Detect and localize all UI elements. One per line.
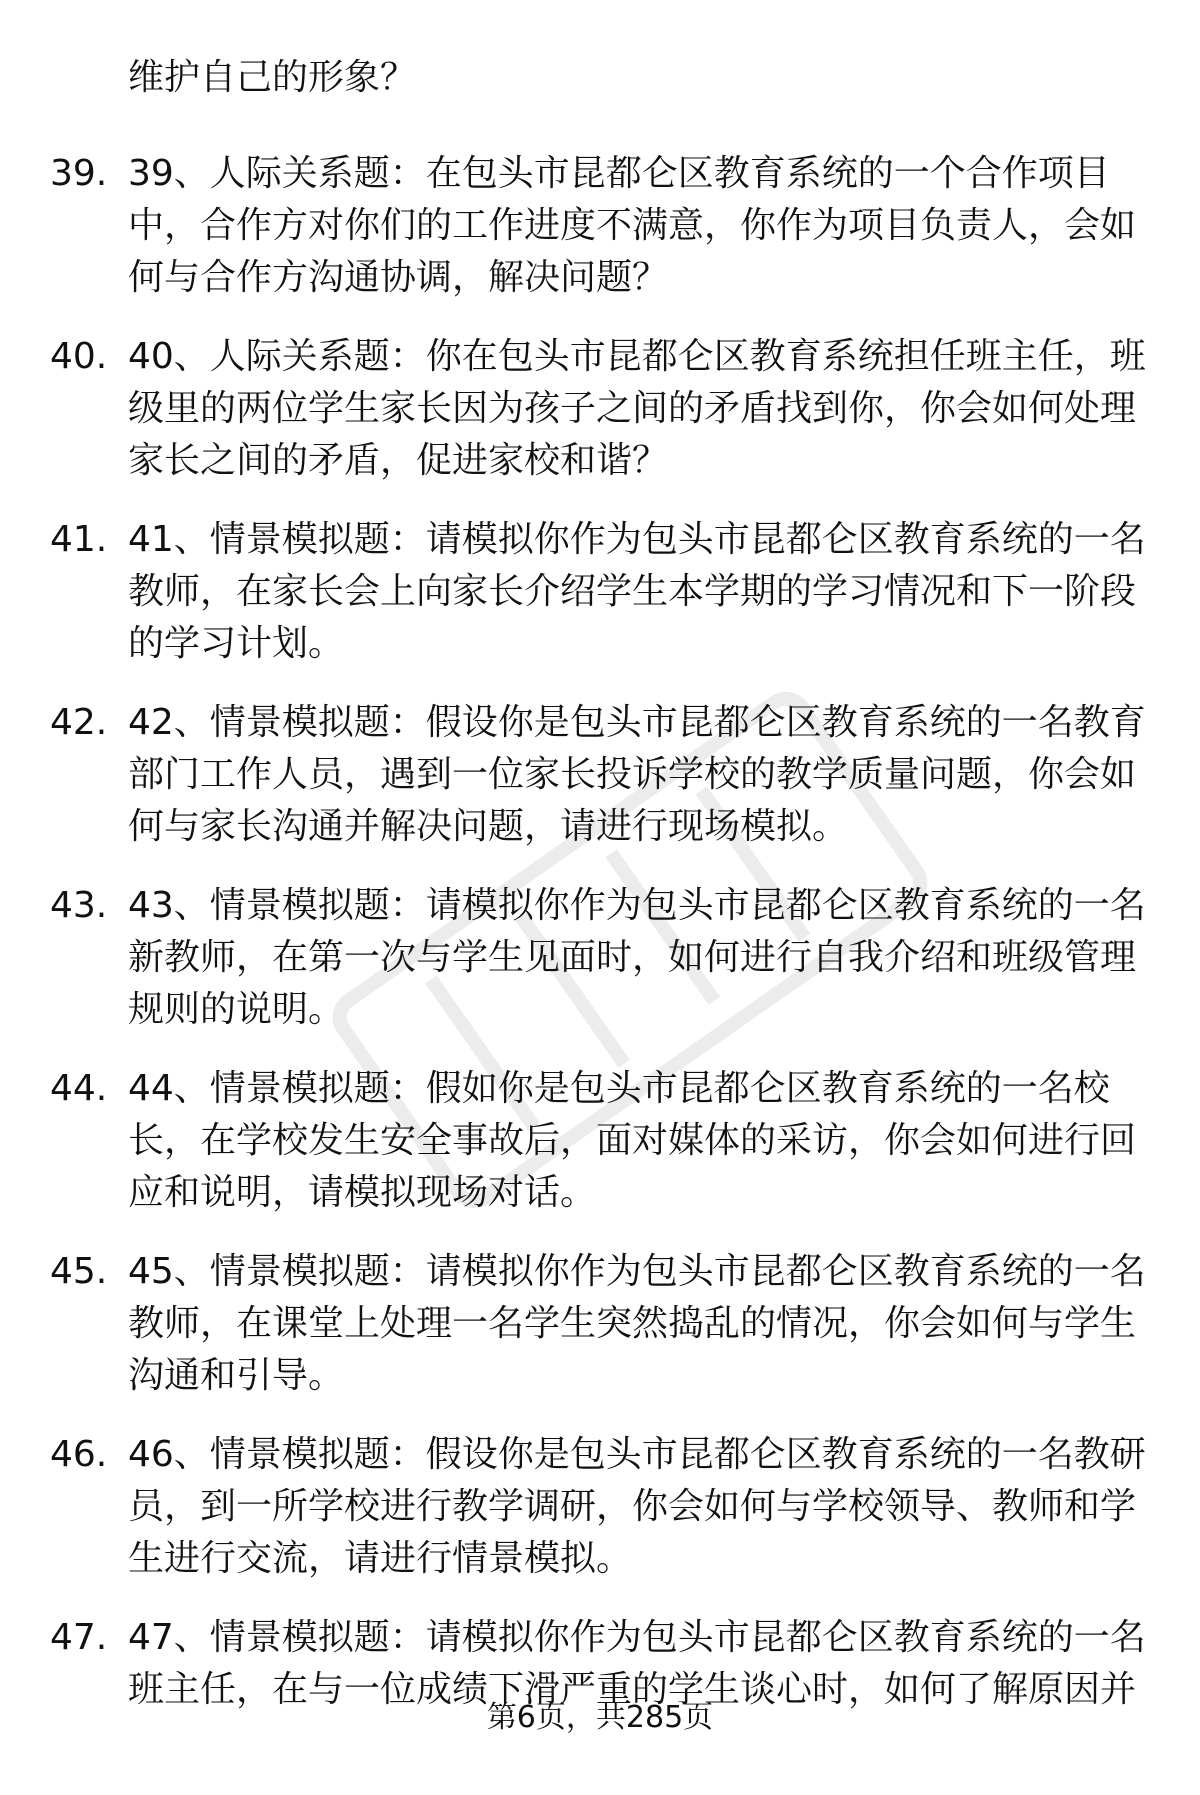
- question-text: 47、情景模拟题：请模拟你作为包头市昆都仑区教育系统的一名班主任，在与一位成绩下滑严重的学生谈心时，如何了解原因并: [128, 1617, 1146, 1710]
- question-number: 47.: [50, 1617, 108, 1658]
- question-text: 40、人际关系题：你在包头市昆都仑区教育系统担任班主任，班级里的两位学生家长因为孩子之间的矛盾找到你，你会如何处理家长之间的矛盾，促进家校和谐？: [128, 336, 1146, 481]
- question-number: 39.: [50, 153, 108, 194]
- question-item: [0, 1063, 1200, 1246]
- question-item: [0, 331, 1200, 514]
- question-item: [0, 1429, 1200, 1612]
- question-text: 46、情景模拟题：假设你是包头市昆都仑区教育系统的一名教研员，到一所学校进行教学调研，你会如何与学校领导、教师和学生进行交流，请进行情景模拟。: [128, 1434, 1146, 1579]
- question-item: [0, 148, 1200, 331]
- continuation-text: 维护自己的形象？: [128, 57, 417, 98]
- question-text: 41、情景模拟题：请模拟你作为包头市昆都仑区教育系统的一名教师，在家长会上向家长介绍学生本学期的学习情况和下一阶段的学习计划。: [128, 519, 1146, 664]
- question-text: 43、情景模拟题：请模拟你作为包头市昆都仑区教育系统的一名新教师，在第一次与学生见面时，如何进行自我介绍和班级管理规则的说明。: [128, 885, 1146, 1030]
- question-number: 41.: [50, 519, 108, 560]
- question-item: [0, 697, 1200, 880]
- question-number: 45.: [50, 1251, 108, 1292]
- page-footer: 第6页，共285页: [486, 1700, 714, 1735]
- question-text: 39、人际关系题：在包头市昆都仑区教育系统的一个合作项目中，合作方对你们的工作进度不满意，你作为项目负责人，会如何与合作方沟通协调，解决问题？: [128, 153, 1137, 298]
- question-item: [0, 514, 1200, 697]
- question-number: 42.: [50, 702, 108, 743]
- question-number: 44.: [50, 1068, 108, 1109]
- question-text: 44、情景模拟题：假如你是包头市昆都仑区教育系统的一名校长，在学校发生安全事故后，面对媒体的采访，你会如何进行回应和说明，请模拟现场对话。: [128, 1068, 1137, 1213]
- question-item: [0, 880, 1200, 1063]
- question-text: 45、情景模拟题：请模拟你作为包头市昆都仑区教育系统的一名教师，在课堂上处理一名学生突然捣乱的情况，你会如何与学生沟通和引导。: [128, 1251, 1146, 1396]
- question-number: 46.: [50, 1434, 108, 1475]
- question-list: [0, 148, 1200, 1795]
- question-text: 42、情景模拟题：假设你是包头市昆都仑区教育系统的一名教育部门工作人员，遇到一位家长投诉学校的教学质量问题，你会如何与家长沟通并解决问题，请进行现场模拟。: [128, 702, 1146, 847]
- question-item: [0, 1246, 1200, 1429]
- question-number: 43.: [50, 885, 108, 926]
- question-number: 40.: [50, 336, 108, 377]
